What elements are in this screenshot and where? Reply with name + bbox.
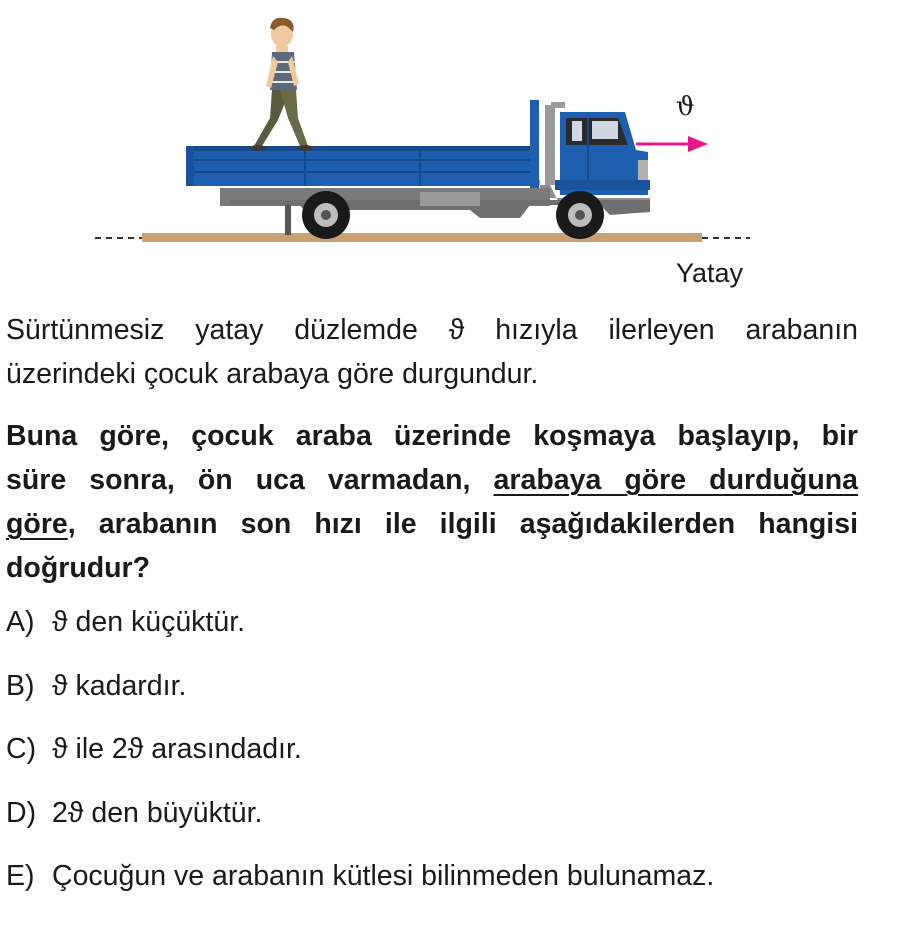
option-a[interactable] <box>6 606 245 639</box>
horizontal-axis-label: Yatay <box>676 258 744 288</box>
option-e[interactable] <box>6 860 714 893</box>
option-letter: D) <box>6 797 37 829</box>
option-text: ϑ den küçüktür. <box>52 606 246 638</box>
option-letter: E) <box>6 860 35 892</box>
option-letter: A) <box>6 606 35 638</box>
ground <box>142 233 702 242</box>
headboard-post <box>530 100 539 188</box>
question-line-2 <box>6 458 858 502</box>
option-text: ϑ ile 2ϑ arasındadır. <box>52 733 302 765</box>
question-line-4: doğrudur? <box>6 552 151 584</box>
option-text: ϑ kadardır. <box>52 670 187 702</box>
question-line-3-rest: , arabanın son hızı ile ilgili aşağıdakilerden hangisi <box>67 508 858 540</box>
question-line-1: Buna göre, çocuk araba üzerinde koşmaya başlayıp, bir <box>6 420 858 452</box>
boy-figure <box>250 18 313 151</box>
option-text: 2ϑ den büyüktür. <box>52 797 263 829</box>
question-underlined-phrase-1: arabaya göre durduğuna <box>493 464 858 496</box>
option-b[interactable] <box>6 670 186 703</box>
stem-line-2: üzerindeki çocuk arabaya göre durgundur. <box>6 358 539 390</box>
option-letter: C) <box>6 733 37 765</box>
velocity-arrow <box>636 136 708 152</box>
stem-line-1: Sürtünmesiz yatay düzlemde ϑ hızıyla ilerleyen arabanın <box>6 314 858 346</box>
truck-cab <box>555 112 650 195</box>
question-stem <box>6 308 858 396</box>
truck-bed <box>186 146 536 186</box>
option-c[interactable] <box>6 733 302 766</box>
rear-wheel <box>302 191 350 239</box>
exhaust-pipe <box>545 105 555 185</box>
question-line-3 <box>6 502 858 546</box>
question-line-2-start: süre sonra, ön uca varmadan, <box>6 464 494 496</box>
front-wheel <box>556 191 604 239</box>
question-underlined-phrase-2: göre <box>6 508 68 540</box>
option-text: Çocuğun ve arabanın kütlesi bilinmeden bulunamaz. <box>52 860 715 892</box>
truck-figure <box>0 0 899 300</box>
question-prompt <box>6 414 858 590</box>
option-d[interactable] <box>6 797 262 830</box>
velocity-label: ϑ <box>676 92 695 122</box>
option-letter: B) <box>6 670 35 702</box>
